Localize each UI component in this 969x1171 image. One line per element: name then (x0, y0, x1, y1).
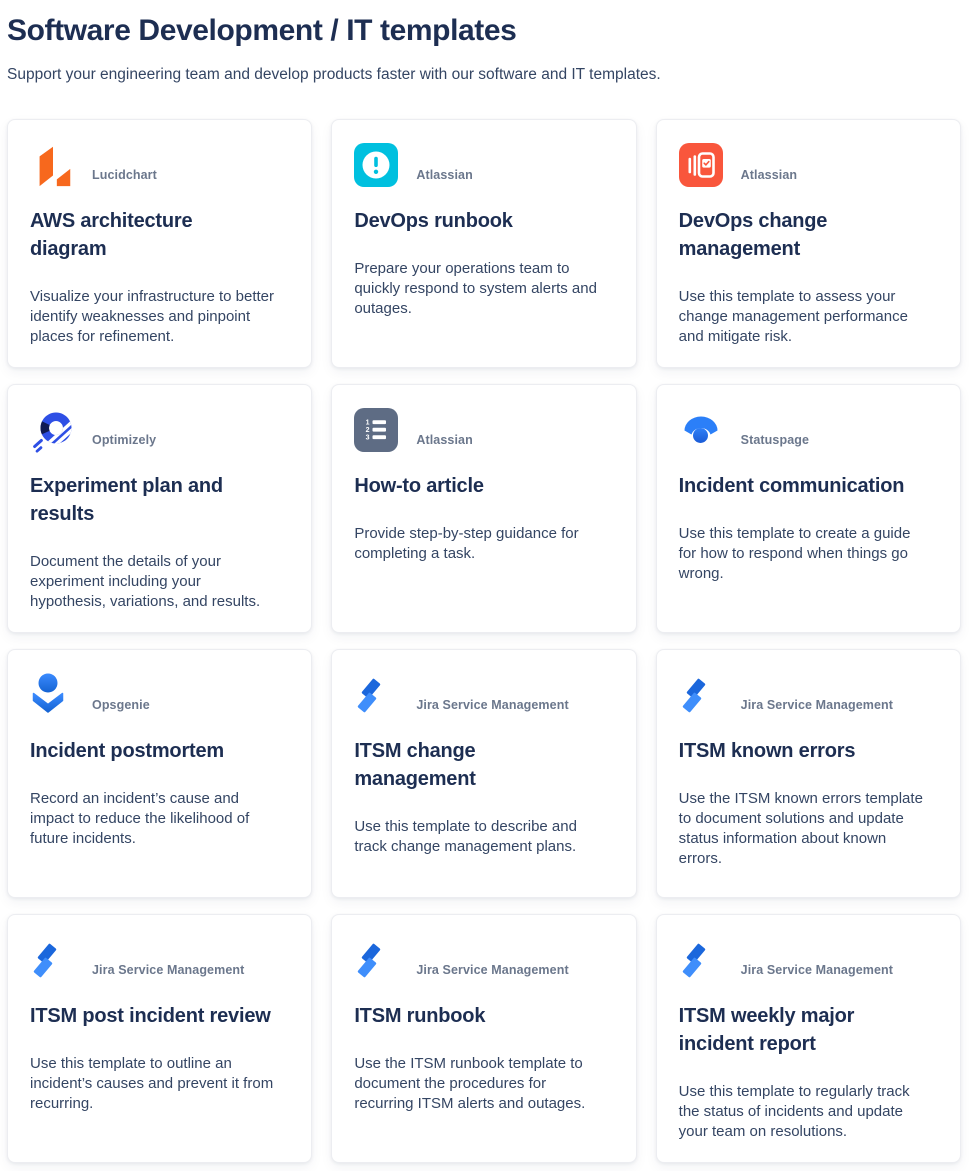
template-card[interactable] (656, 384, 961, 633)
alert-icon (354, 141, 402, 189)
template-card[interactable] (656, 649, 961, 898)
card-icon-row (679, 406, 938, 454)
template-card[interactable] (331, 914, 636, 1163)
lucidchart-logo-icon (30, 141, 78, 189)
template-title: Experiment plan and results (30, 475, 223, 525)
template-title: Incident communication (678, 475, 905, 497)
template-grid (7, 119, 961, 1163)
svg-text:2: 2 (365, 427, 370, 435)
template-title: DevOps runbook (354, 210, 513, 232)
template-card[interactable] (331, 119, 636, 368)
template-description: Use this template to outline an incident’s causes and prevent it from recurring. (30, 1055, 274, 1112)
vendor-label: Lucidchart (92, 168, 157, 182)
vendor-label: Optimizely (92, 433, 157, 447)
vendor-label: Opsgenie (92, 698, 150, 712)
template-card[interactable] (656, 914, 961, 1163)
template-title: DevOps change management (678, 210, 828, 260)
page-subtitle: Support your engineering team and develop products faster with our software and IT templates. (7, 66, 661, 83)
template-description: Prepare your operations team to quickly respond to system alerts and outages. (354, 260, 597, 317)
template-description: Use the ITSM known errors template to document solutions and update status information about known errors. (678, 790, 923, 867)
vendor-label: Atlassian (416, 433, 473, 447)
page-title: Software Development / IT templates (7, 14, 517, 47)
card-icon-row (30, 936, 289, 984)
card-icon-row (679, 671, 938, 719)
template-card[interactable] (7, 914, 312, 1163)
template-description: Use the ITSM runbook template to document the procedures for recurring ITSM alerts and outages. (354, 1055, 586, 1112)
template-description: Use this template to regularly track the status of incidents and update your team on resolutions. (678, 1083, 910, 1140)
template-card[interactable] (7, 649, 312, 898)
card-icon-row (354, 406, 613, 454)
template-title: AWS architecture diagram (30, 210, 193, 260)
vendor-label: Jira Service Management (416, 963, 569, 977)
template-title: ITSM runbook (354, 1005, 486, 1027)
template-title: ITSM weekly major incident report (678, 1005, 855, 1055)
template-title: ITSM known errors (678, 740, 856, 762)
jsm-bolt-icon (30, 936, 78, 984)
template-title: Incident postmortem (30, 740, 224, 762)
template-description: Visualize your infrastructure to better identify weaknesses and pinpoint places for refinement. (30, 288, 275, 345)
template-card[interactable] (656, 119, 961, 368)
vendor-label: Jira Service Management (740, 698, 894, 712)
card-icon-row (679, 141, 938, 189)
template-card[interactable] (7, 384, 312, 633)
change-checklist-icon (679, 141, 727, 189)
template-description: Use this template to describe and track change management plans. (354, 818, 577, 855)
card-icon-row (354, 141, 613, 189)
vendor-label: Jira Service Management (92, 963, 245, 977)
template-title: ITSM change management (354, 740, 476, 790)
svg-text:1: 1 (365, 419, 370, 427)
svg-text:3: 3 (365, 434, 370, 442)
jsm-bolt-icon (354, 936, 402, 984)
template-title: ITSM post incident review (30, 1005, 271, 1027)
template-card[interactable] (7, 119, 312, 368)
optimizely-logo-icon (30, 406, 78, 454)
template-description: Provide step-by-step guidance for completing a task. (354, 525, 579, 562)
template-description: Document the details of your experiment including your hypothesis, variations, and results. (30, 553, 261, 610)
card-icon-row (354, 936, 613, 984)
vendor-label: Atlassian (416, 168, 473, 182)
vendor-label: Atlassian (740, 168, 798, 182)
jsm-bolt-icon (679, 671, 727, 719)
jsm-bolt-icon (679, 936, 727, 984)
template-title: How-to article (354, 475, 484, 497)
opsgenie-logo-icon (30, 671, 78, 719)
card-icon-row (30, 671, 289, 719)
card-icon-row (679, 936, 938, 984)
card-icon-row (30, 141, 289, 189)
template-card[interactable] (331, 649, 636, 898)
template-description: Record an incident’s cause and impact to reduce the likelihood of future incidents. (30, 790, 250, 847)
vendor-label: Jira Service Management (416, 698, 569, 712)
template-description: Use this template to assess your change management performance and mitigate risk. (678, 288, 908, 345)
template-card[interactable] (331, 384, 636, 633)
jsm-bolt-icon (354, 671, 402, 719)
numbered-list-icon (354, 406, 402, 454)
template-description: Use this template to create a guide for how to respond when things go wrong. (678, 525, 911, 582)
card-icon-row (354, 671, 613, 719)
vendor-label: Statuspage (740, 433, 810, 447)
vendor-label: Jira Service Management (740, 963, 894, 977)
card-icon-row (30, 406, 289, 454)
statuspage-logo-icon (679, 406, 727, 454)
